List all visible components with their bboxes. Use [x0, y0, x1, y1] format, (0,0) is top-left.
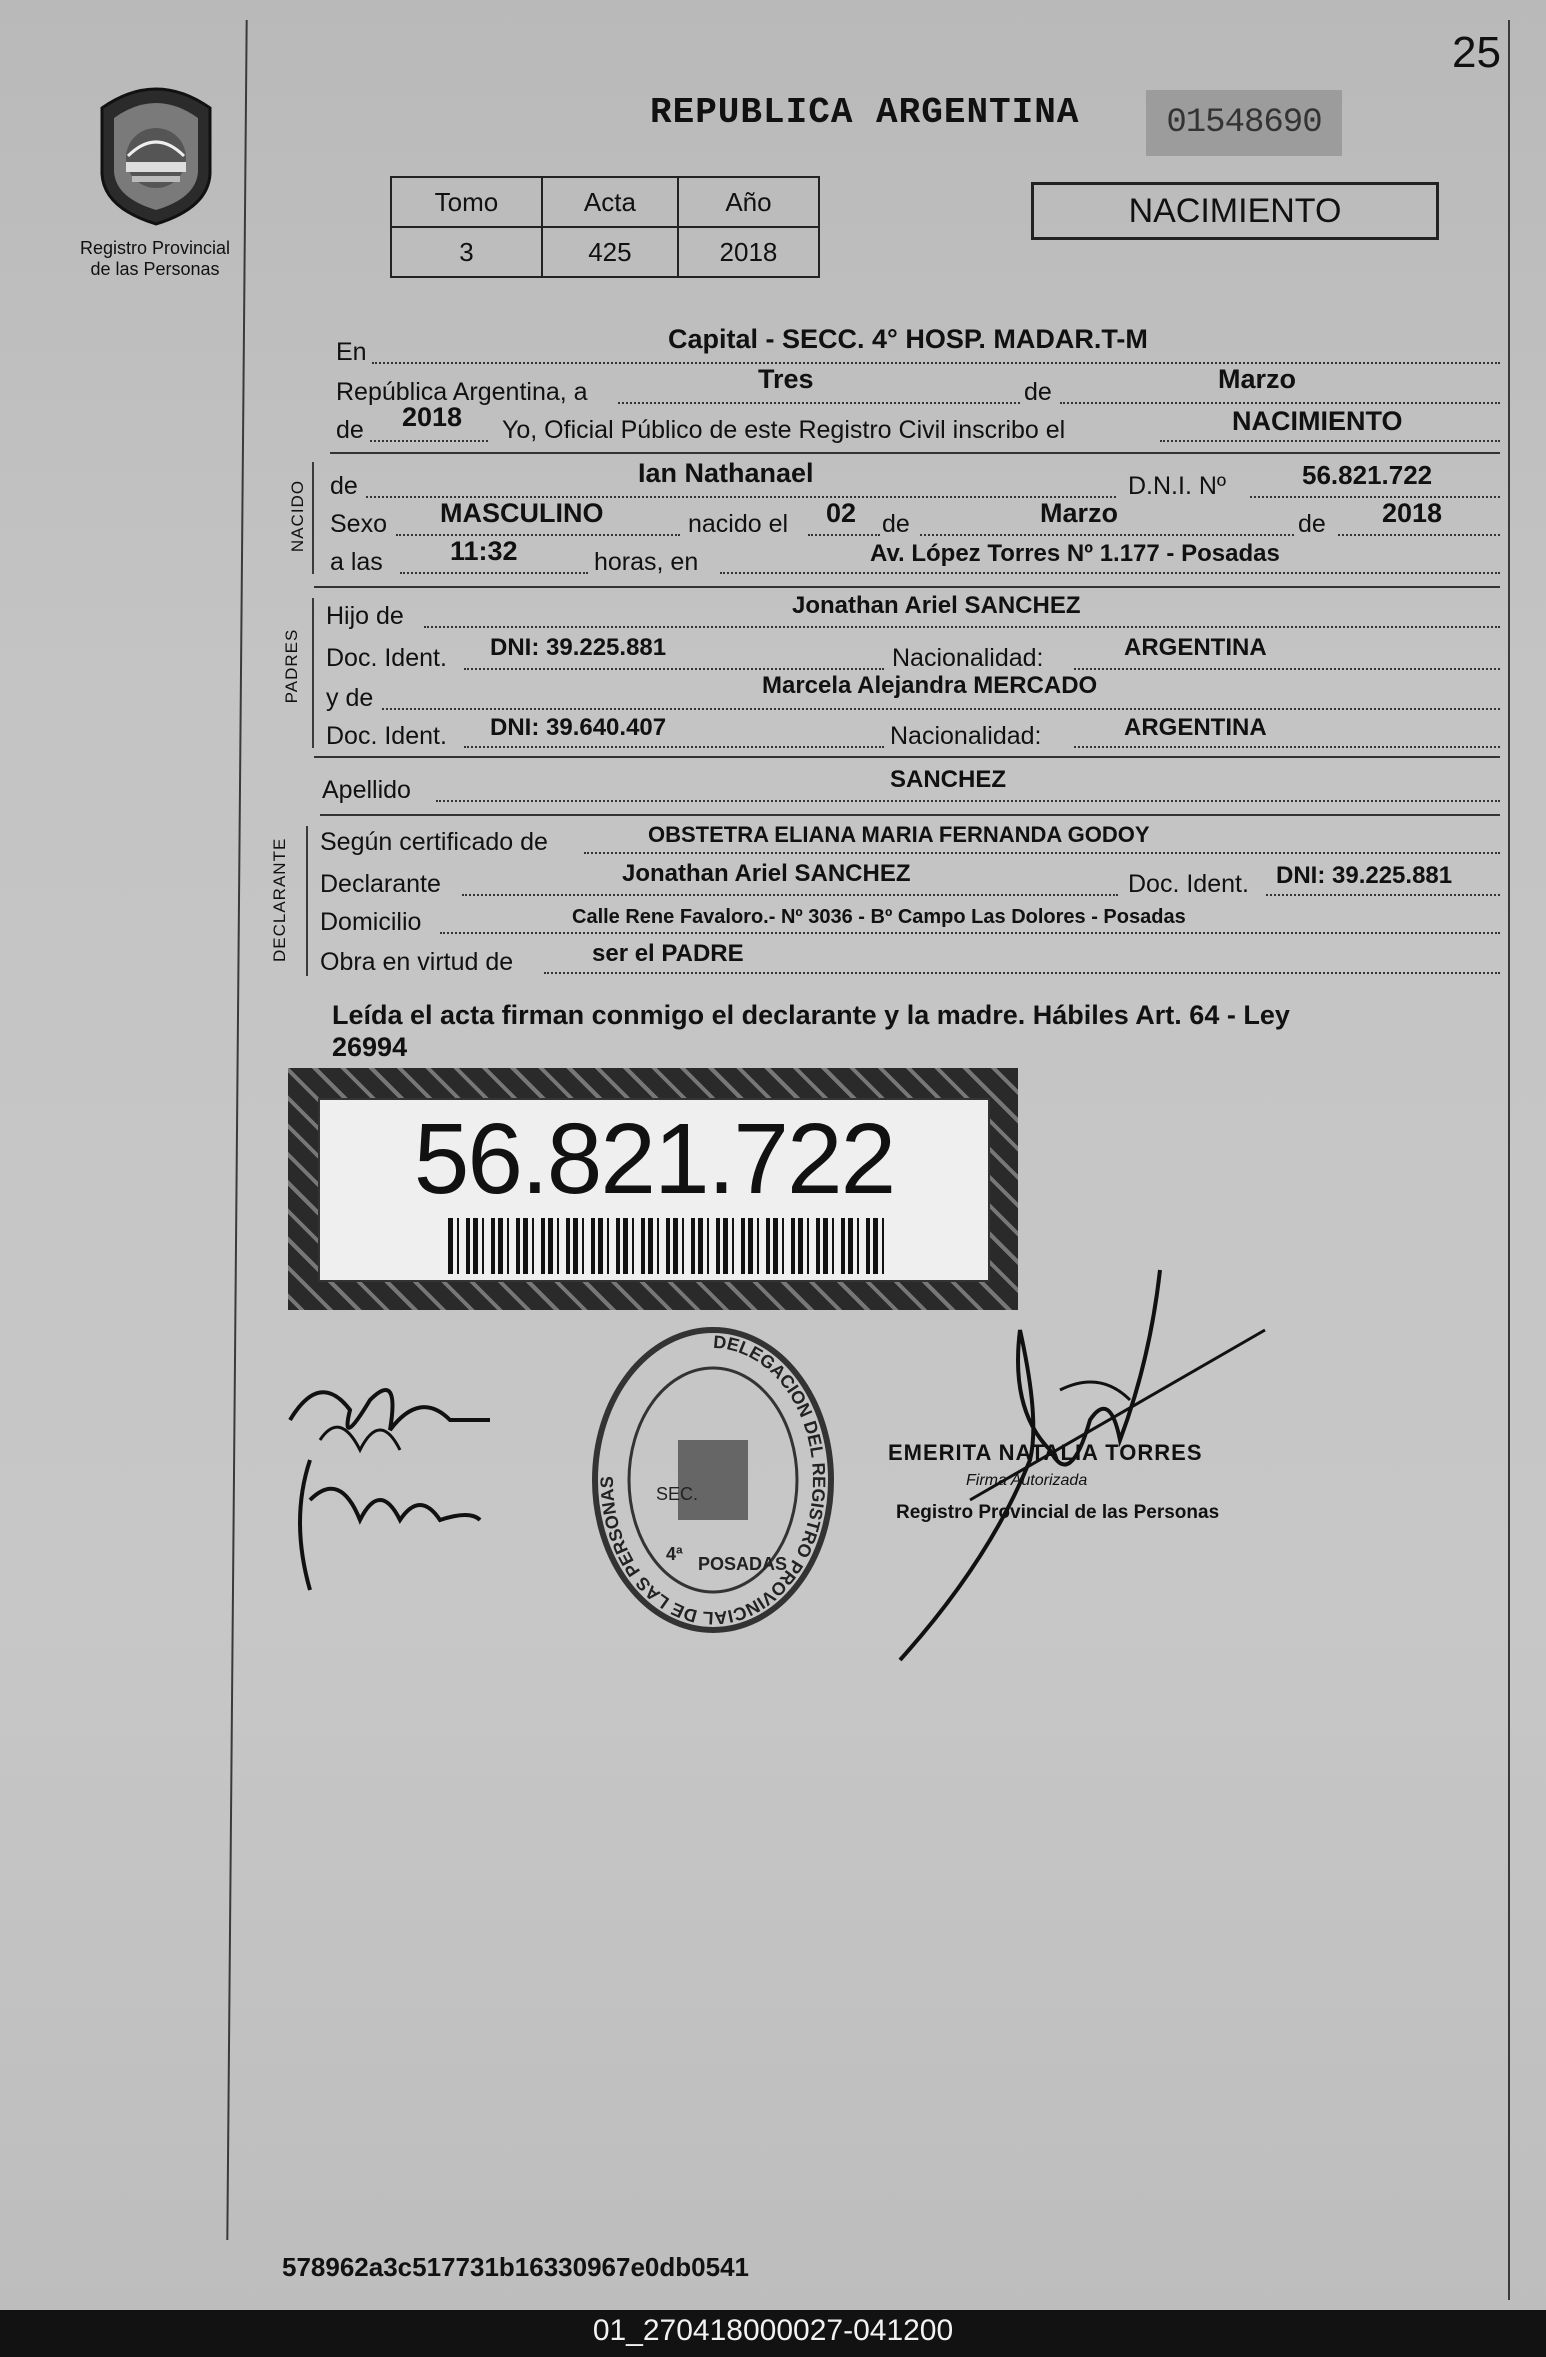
declarante-side-label: DECLARANTE — [270, 837, 289, 962]
dots-en — [372, 362, 1500, 364]
domicilio-value: Calle Rene Favaloro.- Nº 3036 - Bº Campo Las Dolores - Posadas — [572, 906, 1186, 928]
province-seal-logo — [88, 78, 224, 228]
closing-text-line1: Leída el acta firman conmigo el declarante y la madre. Hábiles Art. 64 - Ley — [332, 1000, 1290, 1030]
year-value: 2018 — [402, 402, 463, 432]
dots-bday — [808, 534, 880, 536]
seal-ring-text: DELEGACION DEL REGISTRO PROVINCIAL DE LAS PERSONAS — [596, 1331, 830, 1629]
nacido-de-label: de — [330, 472, 358, 500]
serial-stamp: 01548690 — [1146, 90, 1342, 156]
separator-2 — [314, 586, 1500, 588]
sexo-label: Sexo — [330, 510, 387, 538]
oficial-text: Yo, Oficial Público de este Registro Civil inscribo el — [502, 416, 1066, 444]
mother-nat-label: Nacionalidad: — [890, 722, 1042, 750]
acta-value: 425 — [542, 227, 678, 277]
father-name: Jonathan Ariel SANCHEZ — [792, 592, 1081, 619]
declarante-value: Jonathan Ariel SANCHEZ — [622, 860, 911, 887]
barcode — [448, 1218, 888, 1274]
dots-obra — [544, 972, 1500, 974]
tomo-value: 3 — [391, 227, 542, 277]
padres-bracket — [312, 598, 314, 748]
obra-label: Obra en virtud de — [320, 948, 514, 976]
mother-doc-label: Doc. Ident. — [326, 722, 447, 750]
tomo-header: Tomo — [391, 177, 542, 227]
dots-sexo — [396, 534, 680, 536]
seal-center-sec: SEC. — [656, 1484, 699, 1504]
dots-bplace — [720, 572, 1500, 574]
birth-time: 11:32 — [450, 536, 518, 566]
dots-month — [1060, 402, 1500, 404]
dots-dni — [1250, 496, 1500, 498]
dots-day — [618, 402, 1020, 404]
document-hash: 578962a3c517731b16330967e0db0541 — [282, 2252, 749, 2282]
birth-day: 02 — [826, 498, 857, 528]
republica-label: República Argentina, a — [336, 378, 588, 406]
year-prefix-label: de — [336, 416, 364, 444]
dni-sticker-panel — [318, 1098, 990, 1282]
org-name-line2: de las Personas — [90, 259, 220, 279]
certificado-value: OBSTETRA ELIANA MARIA FERNANDA GODOY — [648, 822, 1150, 847]
country-title: REPUBLICA ARGENTINA — [650, 92, 1080, 133]
child-dni: 56.821.722 — [1302, 460, 1433, 490]
obra-value: ser el PADRE — [592, 940, 744, 967]
act-type-label: NACIMIENTO — [1128, 192, 1342, 230]
father-nat-label: Nacionalidad: — [892, 644, 1044, 672]
dots-declarante — [462, 894, 1118, 896]
dots-father-nat — [1074, 668, 1500, 670]
de-label-intro: de — [1024, 378, 1052, 406]
acta-reference-table — [390, 176, 820, 278]
official-title: Firma Autorizada — [966, 1472, 1088, 1489]
apellido-label: Apellido — [322, 776, 411, 804]
sexo-value: MASCULINO — [440, 498, 604, 528]
anio-value: 2018 — [678, 227, 819, 277]
dots-cert — [584, 852, 1500, 854]
apellido-value: SANCHEZ — [890, 766, 1007, 793]
day-word: Tres — [758, 364, 814, 394]
dots-mother — [382, 708, 1500, 710]
declarante-label: Declarante — [320, 870, 441, 898]
father-doc-label: Doc. Ident. — [326, 644, 447, 672]
nacido-bracket — [312, 462, 314, 574]
birth-place: Av. López Torres Nº 1.177 - Posadas — [870, 540, 1280, 567]
official-seal-stamp — [586, 1320, 840, 1640]
anio-header: Año — [678, 177, 819, 227]
father-doc: DNI: 39.225.881 — [490, 634, 667, 661]
act-word: NACIMIENTO — [1232, 406, 1403, 436]
closing-text-line2: 26994 — [332, 1032, 408, 1062]
mother-nationality: ARGENTINA — [1124, 714, 1267, 741]
dots-father-doc — [464, 668, 884, 670]
child-name: Ian Nathanael — [638, 458, 814, 488]
declarante-doc-label: Doc. Ident. — [1128, 870, 1249, 898]
en-label: En — [336, 338, 367, 366]
declarante-bracket — [306, 826, 308, 976]
mother-name: Marcela Alejandra MERCADO — [762, 672, 1098, 699]
dots-byear — [1338, 534, 1500, 536]
a-las-label: a las — [330, 548, 383, 576]
dni-label: D.N.I. Nº — [1128, 472, 1227, 500]
acta-header: Acta — [542, 177, 678, 227]
official-name: EMERITA NATALIA TORRES — [888, 1440, 1203, 1465]
segun-label: Según certificado de — [320, 828, 548, 856]
dots-year — [370, 440, 488, 442]
y-de-label: y de — [326, 684, 374, 712]
dots-time — [400, 572, 588, 574]
margin-line — [226, 20, 247, 2240]
birth-year: 2018 — [1382, 498, 1443, 528]
nacido-side-label: NACIDO — [288, 479, 307, 553]
footer-code: 01_270418000027-041200 — [592, 2314, 954, 2347]
separator-4 — [320, 814, 1500, 816]
act-type-box — [1031, 182, 1439, 240]
horas-label: horas, en — [594, 548, 699, 576]
dots-apellido — [436, 800, 1500, 802]
de-label-bday: de — [882, 510, 910, 538]
de-label-byear: de — [1298, 510, 1326, 538]
hijo-de-label: Hijo de — [326, 602, 404, 630]
month-value: Marzo — [1218, 364, 1297, 394]
page-number: 25 — [1452, 28, 1501, 77]
birth-month: Marzo — [1040, 498, 1119, 528]
dots-mother-nat — [1074, 746, 1500, 748]
father-nationality: ARGENTINA — [1124, 634, 1267, 661]
separator-1 — [330, 452, 1500, 454]
padres-side-label: PADRES — [282, 628, 301, 704]
signature-declarante — [280, 1350, 510, 1610]
seal-center-num: 4ª — [666, 1544, 683, 1564]
official-org: Registro Provincial de las Personas — [896, 1502, 1220, 1523]
dots-declarante-doc — [1266, 894, 1500, 896]
place-value: Capital - SECC. 4° HOSP. MADAR.T-M — [668, 324, 1148, 354]
seal-center-city: POSADAS — [698, 1554, 788, 1574]
dni-sticker-number: 56.821.722 — [413, 1103, 895, 1215]
dots-father — [424, 626, 1500, 628]
separator-3 — [314, 756, 1500, 758]
dots-act — [1160, 440, 1500, 442]
nacido-el-label: nacido el — [688, 510, 789, 538]
dots-domicilio — [440, 932, 1500, 934]
mother-doc: DNI: 39.640.407 — [490, 714, 667, 741]
org-name-line1: Registro Provincial — [79, 238, 231, 258]
right-edge-line — [1508, 20, 1510, 2300]
dots-bmonth — [920, 534, 1294, 536]
domicilio-label: Domicilio — [320, 908, 422, 936]
dots-mother-doc — [464, 746, 884, 748]
declarante-doc: DNI: 39.225.881 — [1276, 862, 1453, 889]
